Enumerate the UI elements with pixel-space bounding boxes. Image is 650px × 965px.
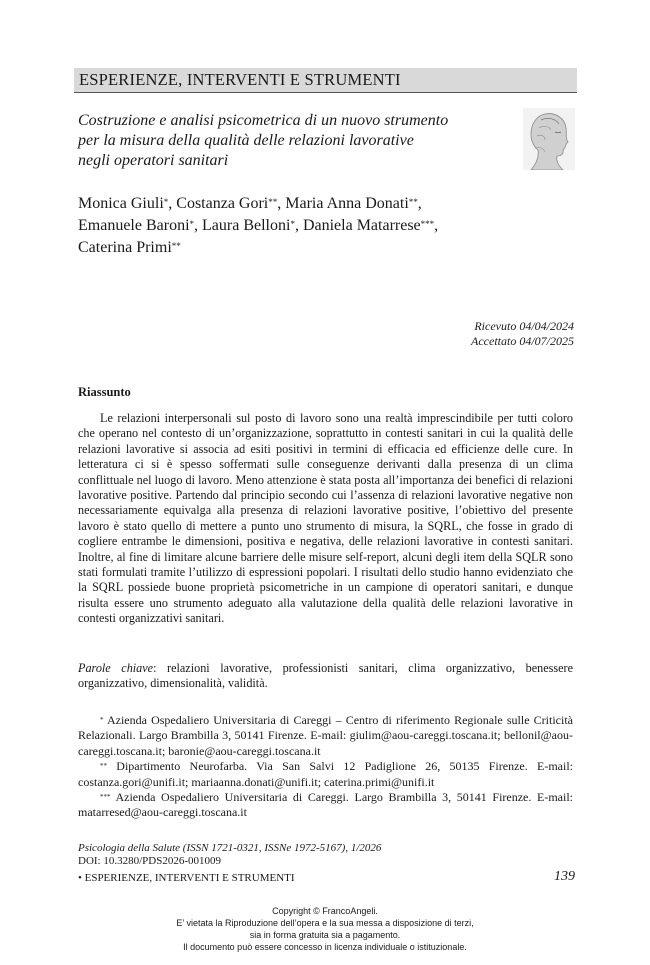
author-affiliation-mark: *: [189, 219, 195, 229]
author-separator: ,: [294, 217, 303, 234]
footnote-text: Dipartimento Neurofarba. Via San Salvi 12 Padiglione 26, 50135 Firenze. E-mail: costanza.gori@unifi.it; mariaanna.donati@unifi.it; caterina.primi@unifi.it: [78, 759, 573, 789]
copyright-line: Il documento può essere concesso in licenza individuale o istituzionale.: [183, 942, 467, 952]
keywords-text: : relazioni lavorative, professionisti sanitari, clima organizzativo, benessere organizzativo, dimensionalità, validità.: [78, 661, 573, 691]
abstract-text: Le relazioni interpersonali sul posto di lavoro sono una realtà imprescindibile per tutti coloro che operano nel contesto di un’organizzazione, soprattutto in contesti sanitari in cui la qualità delle relazioni lavorative si associa ad esiti positivi in termini di efficacia ed efficienze delle cure. In letteratura ci si è spesso soffermati sulle conseguenze derivanti dalla presenza di un clima conflittuale nel luogo di lavoro. Meno attenzione è stata posta all’importanza dei benefici di relazioni lavorative positive. Partendo dal principio secondo cui l’assenza di relazioni lavorative negative non necessariamente equivalga alla presenza di relazioni lavorative positive, l’obiettivo del presente lavoro è stato quello di mettere a punto uno strumento di misura, la SQRL, che fosse in grado di cogliere entrambe le dimensioni, positiva e negativa, delle relazioni lavorative in contesti sanitari. Inoltre, al fine di limitare alcune barriere delle misure self-report, alcuni degli item della SQLR sono stati formulati tramite l’utilizzo di espressioni popolari. I risultati dello studio hanno evidenziato che la SQRL possiede buone proprietà psicometriche in un campione di operatori sanitari, e dunque risulta essere uno strumento adeguato alla valutazione della qualità delle relazioni lavorative in contesti organizzativi sanitari.: [78, 411, 573, 626]
article-dates: [300, 319, 574, 349]
author-affiliation-mark: **: [408, 197, 418, 207]
footnote-mark: ***: [100, 793, 111, 802]
author-separator: ,: [277, 195, 286, 212]
author-name: Maria Anna Donati: [285, 195, 409, 212]
author-separator: ,: [194, 217, 203, 234]
footnote: [78, 790, 573, 821]
section-header-bar: [74, 68, 577, 93]
author-separator: ,: [434, 217, 439, 234]
author-affiliation-mark: **: [171, 241, 181, 251]
author-name: Caterina Primi: [78, 239, 172, 256]
doi: DOI: 10.3280/PDS2026-001009: [78, 855, 222, 867]
author-separator: ,: [168, 195, 177, 212]
article-title: [78, 111, 518, 171]
author-name: Emanuele Baroni: [78, 217, 190, 234]
copyright-line: E’ vietata la Riproduzione dell’opera e la sua messa a disposizione di terzi,: [176, 918, 474, 928]
page-number: 139: [554, 869, 575, 884]
author-affiliation-mark: *: [163, 197, 169, 207]
copyright-notice: [100, 905, 550, 953]
keywords-label: Parole chiave: [78, 661, 154, 675]
section-header-text: ESPERIENZE, INTERVENTI E STRUMENTI: [79, 70, 401, 89]
author-list: [78, 193, 568, 259]
author-name: Monica Giuli: [78, 195, 164, 212]
title-line: negli operatori sanitari: [78, 152, 229, 169]
accepted-date: Accettato 04/07/2025: [471, 334, 574, 348]
journal-info: [78, 842, 381, 868]
author-separator: ,: [417, 195, 422, 212]
affiliation-footnotes: [78, 713, 573, 821]
author-name: Laura Belloni: [202, 217, 291, 234]
footnote-text: Azienda Ospedaliero Universitaria di Careggi. Largo Brambilla 3, 50141 Firenze. E-mail: matarresed@aou-careggi.toscana.it: [78, 790, 573, 820]
footnote: [78, 713, 573, 759]
footnote-mark: **: [100, 762, 107, 771]
journal-portrait-logo: [523, 108, 575, 170]
keywords: [78, 661, 573, 692]
title-line: Costruzione e analisi psicometrica di un nuovo strumento: [78, 112, 449, 129]
journal-citation: Psicologia della Salute (ISSN 1721-0321, ISSNe 1972-5167), 1/2026: [78, 842, 382, 854]
copyright-line: sia in forma gratuita sia a pagamento.: [249, 930, 401, 940]
footnote-mark: *: [100, 716, 104, 724]
copyright-line: Copyright © FrancoAngeli.: [272, 906, 378, 916]
footer-section-label: • ESPERIENZE, INTERVENTI E STRUMENTI: [78, 872, 295, 884]
footnote: [78, 759, 573, 790]
abstract-heading: Riassunto: [78, 385, 131, 399]
footnote-text: Azienda Ospedaliero Universitaria di Careggi – Centro di riferimento Regionale sulle Criticità Relazionali. Largo Brambilla 3, 50141 Firenze. E-mail: giulim@aou-careggi.toscana.it; bellonil@aou-careggi.toscana.it; baronie@aou-careggi.toscana.it: [78, 713, 573, 758]
author-name: Daniela Matarrese: [302, 217, 421, 234]
author-name: Costanza Gori: [176, 195, 269, 212]
author-affiliation-mark: **: [268, 197, 278, 207]
received-date: Ricevuto 04/04/2024: [474, 319, 574, 333]
author-affiliation-mark: *: [290, 219, 295, 229]
author-affiliation-mark: ***: [420, 219, 435, 229]
title-line: per la misura della qualità delle relazioni lavorative: [78, 132, 414, 149]
